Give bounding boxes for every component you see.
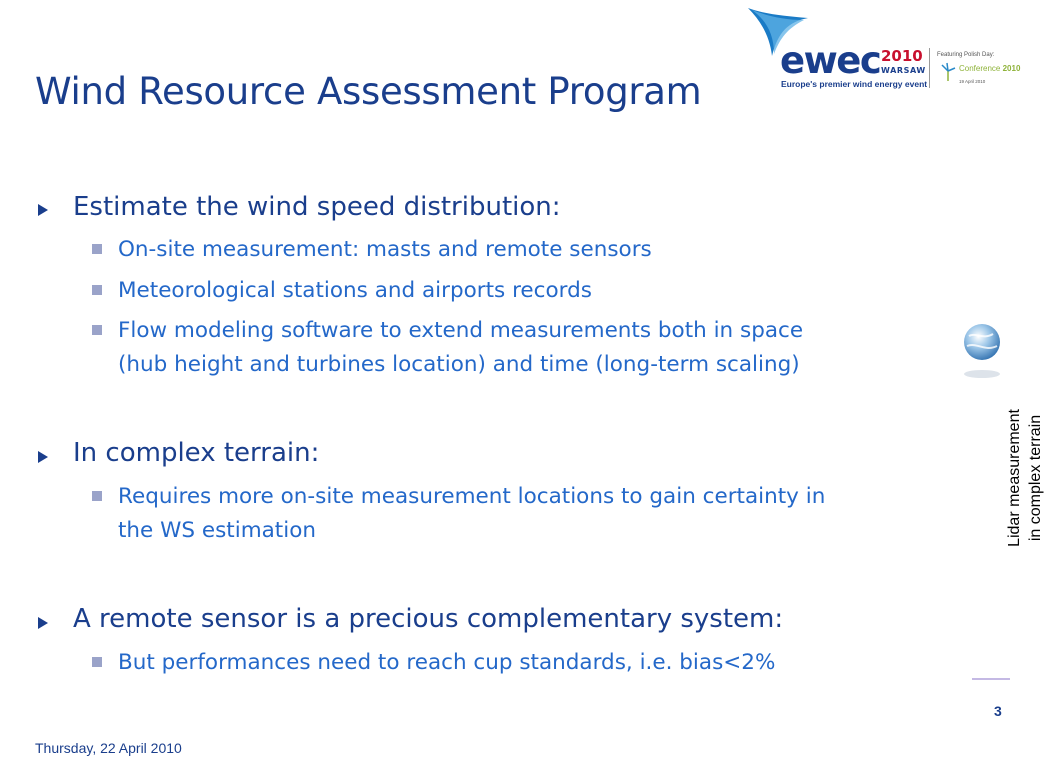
- globe-image-icon: [961, 322, 1003, 382]
- conference-year: 2010: [1002, 64, 1021, 73]
- slide-title: Wind Resource Assessment Program: [35, 70, 702, 113]
- square-bullet-icon: [92, 657, 102, 667]
- polish-day-turbine-icon: [938, 62, 958, 82]
- logo-city: WARSAW: [881, 66, 926, 75]
- bullet-estimate-wind-speed: Estimate the wind speed distribution:: [73, 192, 561, 222]
- side-caption-line1: Lidar measurement: [1006, 409, 1023, 547]
- conference-text: Conference: [959, 64, 1001, 73]
- square-bullet-icon: [92, 325, 102, 335]
- bullet-remote-sensor: A remote sensor is a precious complementary system:: [73, 604, 784, 634]
- conference-label: [959, 65, 1020, 73]
- logo-year: 2010: [881, 47, 923, 65]
- square-bullet-icon: [92, 285, 102, 295]
- logo-divider: [929, 48, 930, 88]
- arrow-bullet-icon: [37, 450, 49, 464]
- arrow-bullet-icon: [37, 616, 49, 630]
- page-number: 3: [994, 703, 1002, 719]
- sub-bullet-requires-more-line2: the WS estimation: [118, 518, 316, 543]
- conference-date: 19 April 2010: [959, 79, 986, 84]
- square-bullet-icon: [92, 491, 102, 501]
- ewec-logo: [744, 4, 1024, 96]
- featuring-text: Featuring Polish Day:: [937, 52, 995, 58]
- square-bullet-icon: [92, 244, 102, 254]
- logo-tagline: Europe's premier wind energy event: [781, 79, 928, 89]
- sub-bullet-flow-modeling-line1: Flow modeling software to extend measurements both in space: [118, 318, 804, 343]
- footer-date: Thursday, 22 April 2010: [35, 740, 182, 756]
- sub-bullet-performances: But performances need to reach cup standards, i.e. bias<2%: [118, 650, 776, 675]
- side-caption: [1004, 393, 1046, 563]
- side-caption-line2: in complex terrain: [1027, 414, 1044, 542]
- arrow-bullet-icon: [37, 203, 49, 217]
- sub-bullet-on-site-measurement: On-site measurement: masts and remote sensors: [118, 237, 652, 262]
- logo-wordmark: ewec: [780, 39, 881, 82]
- bullet-complex-terrain: In complex terrain:: [73, 438, 320, 468]
- sub-bullet-flow-modeling-line2: (hub height and turbines location) and time (long-term scaling): [118, 352, 800, 377]
- sub-bullet-meteorological-stations: Meteorological stations and airports records: [118, 278, 592, 303]
- sub-bullet-requires-more-line1: Requires more on-site measurement locations to gain certainty in: [118, 484, 826, 509]
- accent-line: [972, 678, 1010, 680]
